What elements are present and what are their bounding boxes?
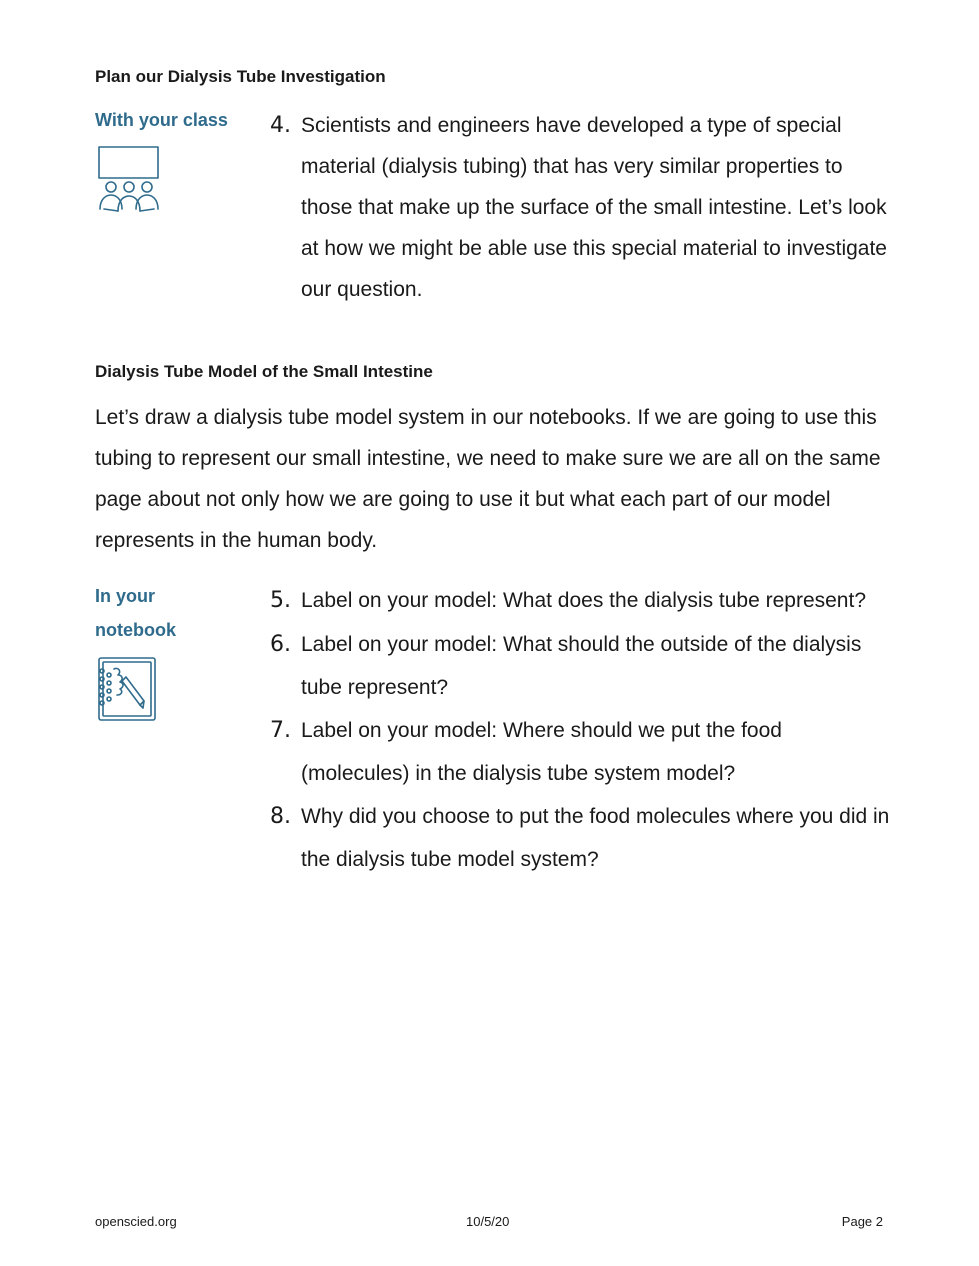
list-item bbox=[270, 105, 890, 310]
question-list-section2 bbox=[270, 580, 890, 881]
question-number: 7. bbox=[270, 718, 291, 743]
question-number: 4. bbox=[270, 113, 291, 138]
question-text: Label on your model: What does the dialysis tube represent? bbox=[301, 589, 867, 612]
class-presentation-icon bbox=[96, 145, 164, 220]
question-text: Label on your model: Where should we put the food (molecules) in the dialysis tube system model? bbox=[301, 719, 782, 785]
question-number: 5. bbox=[270, 588, 291, 613]
side-label-with-your-class: With your class bbox=[95, 110, 228, 130]
list-item bbox=[270, 580, 890, 621]
notebook-pencil-icon bbox=[96, 655, 160, 728]
footer-page-number: Page 2 bbox=[841, 1214, 883, 1229]
list-item bbox=[270, 623, 890, 709]
question-list-section1 bbox=[270, 105, 890, 310]
list-item bbox=[270, 709, 890, 795]
section-heading-model: Dialysis Tube Model of the Small Intestine bbox=[95, 362, 433, 381]
side-label-in-your-notebook: In your notebook bbox=[95, 586, 176, 640]
footer-date: 10/5/20 bbox=[466, 1214, 510, 1229]
question-number: 6. bbox=[270, 632, 291, 657]
question-number: 8. bbox=[270, 804, 291, 829]
question-text: Why did you choose to put the food molecules where you did in the dialysis tube model system? bbox=[301, 805, 890, 871]
list-item bbox=[270, 795, 890, 881]
question-text: Label on your model: What should the outside of the dialysis tube represent? bbox=[301, 633, 862, 699]
intro-paragraph: Let’s draw a dialysis tube model system in our notebooks. If we are going to use this tubing to represent our small intestine, we need to make sure we are all on the same page about not only how we are going to use it but what each part of our model represents in the human body. bbox=[95, 406, 881, 552]
question-text: Scientists and engineers have developed a type of special material (dialysis tubing) that has very similar properties to those that make up the surface of the small intestine. Let’s look at how we might be able use this special material to investigate our question. bbox=[301, 114, 887, 301]
section-heading-plan: Plan our Dialysis Tube Investigation bbox=[95, 67, 386, 86]
footer-site-link[interactable]: openscied.org bbox=[95, 1214, 177, 1229]
